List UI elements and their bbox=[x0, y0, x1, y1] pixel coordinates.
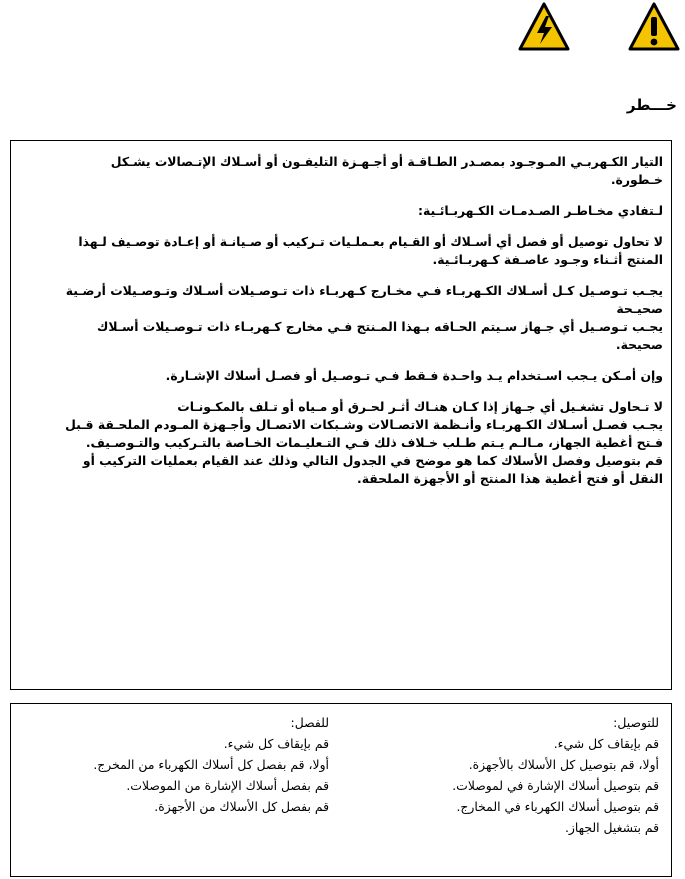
connect-title: للتوصيل: bbox=[613, 715, 659, 730]
notice-paragraph: لا تـحاول تشغـيل أي جـهاز إذا كـان هنـاك أثـر لحـرق أو مـياه أو تـلف بالمكـونـات bbox=[177, 399, 663, 414]
list-item: قم بتوصيل أسلاك الكهرباء في المخارج. bbox=[456, 799, 659, 814]
list-item: قم بإيقاف كل شيء. bbox=[223, 736, 329, 751]
notice-paragraph: وإن أمـكن يـجب اسـتخدام يـد واحـدة فـقط فـي تـوصـيل أو فصـل أسلاك الإشـارة. bbox=[165, 368, 663, 383]
disconnect-column bbox=[19, 712, 329, 817]
procedure-table bbox=[10, 703, 672, 877]
list-item: أولا، قم بفصل كل أسلاك الكهرباء من المخرج. bbox=[93, 757, 329, 772]
electric-shock-hazard-icon bbox=[518, 2, 570, 52]
list-item: قم بفصل أسلاك الإشارة من الموصلات. bbox=[126, 778, 329, 793]
disconnect-steps bbox=[19, 733, 329, 817]
list-item: قم بتوصيل أسلاك الإشارة في لموصلات. bbox=[452, 778, 659, 793]
hazard-icons bbox=[515, 0, 685, 58]
notice-paragraph: يجـب تـوصـيل كـل أسـلاك الكـهربـاء فـي مخـارج كـهربـاء ذات تـوصـيلات أسـلاك وتـوصـيلات أرضـية صحيـحة bbox=[65, 283, 663, 316]
notice-paragraph: لا تحاول توصيل أو فصل أي أسـلاك أو القـيام بعـملـيات تـركيب أو صـيانـة أو إعـادة توصـيف لـهذا المنتج أثـناء وجـود عاصـفة كـهربـائـية. bbox=[78, 234, 663, 267]
connect-steps bbox=[369, 733, 659, 838]
list-item: أولا، قم بتوصيل كل الأسلاك بالأجهزة. bbox=[468, 757, 659, 772]
list-item: قم بإيقاف كل شيء. bbox=[553, 736, 659, 751]
list-item: قم بفصل كل الأسلاك من الأجهزة. bbox=[154, 799, 329, 814]
connect-column bbox=[369, 712, 659, 838]
notice-paragraph: يجـب تـوصـيل أي جـهاز سـيتم الحـاقه بـهذا المـنتج فـي مخارج كـهربـاء ذات تـوصـيلات أسـلاك صحيحة. bbox=[97, 319, 663, 352]
notice-paragraph: قم بتوصيل وفصل الأسلاك كما هو موضح في الجدول التالي وذلك عند القيام بعمليات التركيب أو النقل أو فتح أغطية هذا المنتج أو الأجهزة الملحقة. bbox=[82, 453, 663, 486]
caution-warning-icon bbox=[628, 2, 680, 52]
notice-paragraph: لـتفادي مخـاطـر الصـدمـات الكـهربـائـية: bbox=[418, 203, 663, 218]
list-item: قم بتشغيل الجهاز. bbox=[564, 820, 659, 835]
safety-notice-text bbox=[63, 153, 663, 501]
disconnect-title: للفصل: bbox=[290, 715, 329, 730]
notice-paragraph: يجـب فصـل أسـلاك الكـهربـاء وأنـظمة الاتصـالات وشـبكات الاتصـال وأجـهزة المـودم الملحـقة قـبل فـتح أغطية الجهاز، مـالـم يـتم طـلب خـلاف ذلك فـي التـعليـمات الخـاصة بالتـركيب والتـوصـيف. bbox=[65, 417, 663, 450]
danger-heading: خـــطر bbox=[626, 96, 677, 114]
safety-notice-box bbox=[10, 140, 672, 690]
notice-paragraph: التيار الكـهربـي المـوجـود بمصـدر الطـاقـة أو أجـهـزة التليفـون أو أسـلاك الإتـصالات يشـكل خـطورة. bbox=[110, 154, 663, 187]
